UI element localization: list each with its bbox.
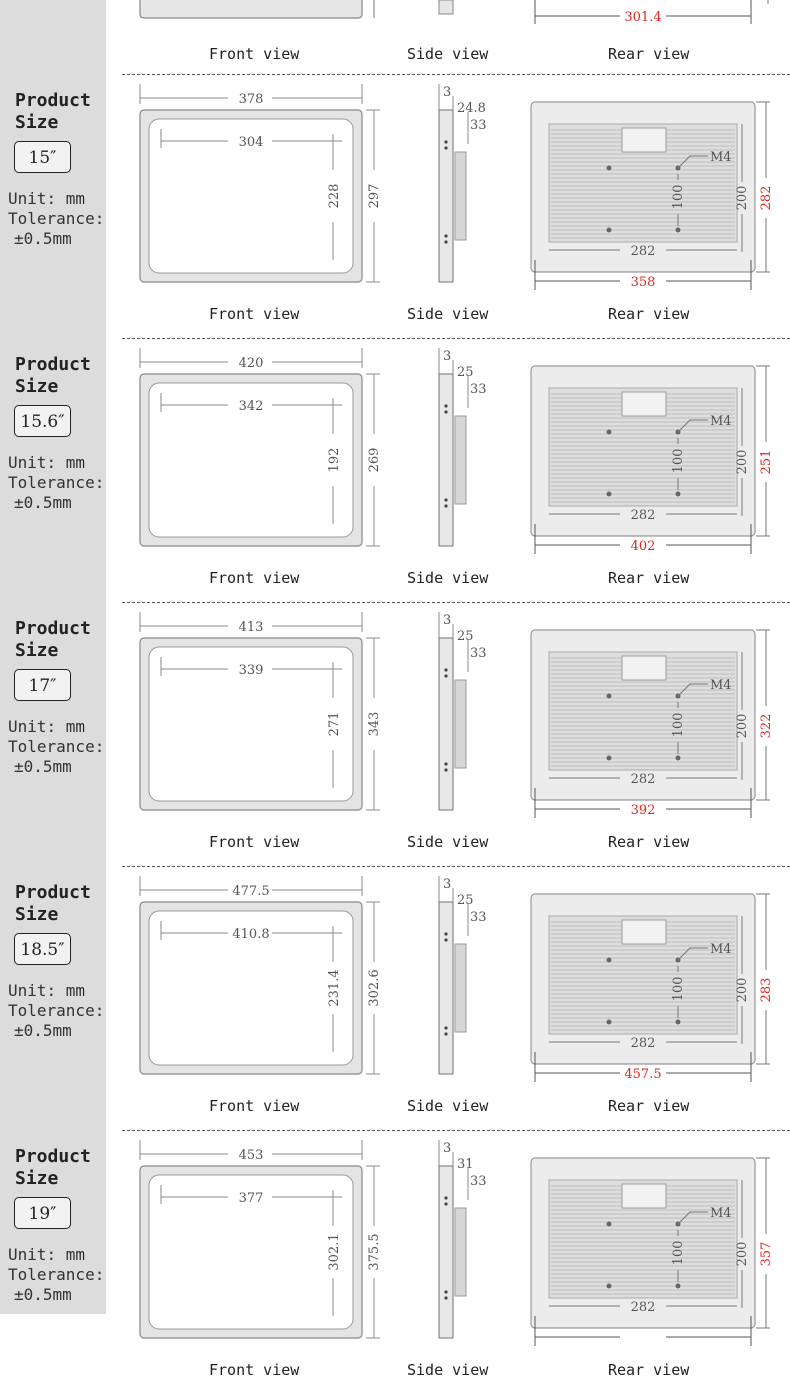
front-inner-height: 271: [327, 711, 342, 737]
rear-vesa-hole-icon: [676, 756, 681, 761]
front-inner-width: 304: [238, 135, 264, 150]
side-view-drawing: [439, 84, 487, 282]
rear-vesa-vertical: 100: [671, 976, 686, 1002]
side-thickness-c: 33: [470, 1174, 487, 1189]
front-inner-height: 302.1: [327, 1233, 342, 1271]
size-badge: 17″: [14, 669, 71, 701]
rear-m4-label: M4: [710, 1206, 732, 1221]
side-view-caption: Side view: [407, 569, 489, 587]
side-screw-icon: [444, 410, 447, 413]
side-panel-body: [439, 902, 453, 1074]
side-panel-body: [439, 110, 453, 282]
rear-vesa-hole-icon: [607, 228, 612, 233]
rear-vesa-hole-icon: [676, 492, 681, 497]
side-view-caption: Side view: [407, 1097, 489, 1115]
front-outer-height: 375.5: [367, 1233, 382, 1271]
side-thickness-c: 33: [470, 646, 487, 661]
side-screw-icon: [444, 1202, 447, 1205]
front-outer-width: 477.5: [232, 884, 270, 899]
size-label: Size: [15, 640, 59, 661]
front-outer-width: 453: [238, 1148, 264, 1163]
rear-width: 358: [630, 275, 656, 290]
rear-height: 357: [759, 1241, 774, 1267]
drawings: [0, 74, 790, 338]
side-screw-icon: [444, 768, 447, 771]
side-thickness-b: 25: [457, 629, 474, 644]
side-screw-icon: [444, 498, 447, 501]
side-thickness-c: 33: [470, 118, 487, 133]
size-label: Size: [15, 376, 59, 397]
side-thickness-c: 33: [470, 910, 487, 925]
side-screw-icon: [444, 240, 447, 243]
side-screw-icon: [444, 932, 447, 935]
rear-vesa-hole-icon: [607, 492, 612, 497]
unit-text: Unit: mm: [8, 981, 86, 1000]
side-screw-icon: [444, 146, 447, 149]
front-view-drawing: [140, 876, 382, 1074]
side-screw-icon: [444, 504, 447, 507]
rear-m4-label: M4: [710, 942, 732, 957]
side-panel-body: [439, 374, 453, 546]
rear-m4-label: M4: [710, 678, 732, 693]
front-view-drawing: [140, 84, 382, 282]
spec-section: [0, 74, 790, 338]
rear-vesa-hole-icon: [676, 1284, 681, 1289]
front-view-caption: Front view: [209, 1097, 300, 1115]
front-panel-edge: [140, 0, 362, 18]
side-thickness-b: 25: [457, 893, 474, 908]
front-view-caption: Front view: [209, 833, 300, 851]
rear-width: 457.5: [624, 1067, 662, 1082]
unit-text: Unit: mm: [8, 1245, 86, 1264]
drawings: [0, 338, 790, 602]
rear-height: 283: [759, 977, 774, 1003]
rear-view-caption: Rear view: [608, 1097, 690, 1115]
side-view-drawing: [439, 612, 487, 810]
front-view-drawing: [140, 1140, 382, 1338]
side-thickness-b: 31: [457, 1157, 474, 1172]
rear-vesa-hole-icon: [607, 756, 612, 761]
side-thickness-a: 3: [443, 349, 452, 364]
rear-bracket-height: 200: [735, 977, 750, 1003]
rear-view-drawing: [531, 366, 774, 554]
product-label: Product: [15, 90, 91, 111]
rear-width-label: 301.4: [624, 10, 662, 25]
front-view-caption: Front view: [209, 305, 300, 323]
side-screw-icon: [444, 404, 447, 407]
rear-view-drawing: [531, 894, 774, 1082]
side-thickness-a: 3: [443, 85, 452, 100]
size-badge: 15.6″: [14, 405, 71, 437]
side-heatsink: [455, 944, 466, 1032]
front-inner-width: 339: [238, 663, 264, 678]
side-screw-icon: [444, 1196, 447, 1199]
front-outer-width: 378: [238, 92, 264, 107]
rear-bracket-height: 200: [735, 185, 750, 211]
tolerance-value: ±0.5mm: [14, 1021, 72, 1040]
size-label: Size: [15, 1168, 59, 1189]
rear-view-caption: Rear view: [608, 833, 690, 851]
front-view-caption: Front view: [209, 1361, 300, 1379]
spec-section: [0, 338, 790, 602]
size-badge: 18.5″: [14, 933, 71, 965]
front-outer-height: 343: [367, 711, 382, 737]
tolerance-value: ±0.5mm: [14, 493, 72, 512]
unit-text: Unit: mm: [8, 453, 86, 472]
tolerance-value: ±0.5mm: [14, 229, 72, 248]
side-screw-icon: [444, 762, 447, 765]
product-label: Product: [15, 882, 91, 903]
side-view-caption: Side view: [407, 305, 489, 323]
front-outer-width: 413: [238, 620, 264, 635]
product-label: Product: [15, 618, 91, 639]
rear-vesa-hole-icon: [607, 1222, 612, 1227]
side-screw-icon: [444, 234, 447, 237]
rear-height: 282: [759, 185, 774, 211]
side-thickness-a: 3: [443, 877, 452, 892]
front-inner-height: 231.4: [327, 969, 342, 1007]
rear-vesa-hole-icon: [607, 694, 612, 699]
size-label: Size: [15, 112, 59, 133]
front-view-drawing: [140, 348, 382, 546]
front-inner-width: 410.8: [232, 927, 270, 942]
tolerance-value: ±0.5mm: [14, 757, 72, 776]
front-view-caption: Front view: [209, 45, 300, 63]
side-panel-body: [439, 1166, 453, 1338]
side-thickness-a: 3: [443, 1141, 452, 1156]
side-view-caption: Side view: [407, 45, 489, 63]
side-screw-icon: [444, 674, 447, 677]
rear-vesa-hole-icon: [607, 958, 612, 963]
rear-view-drawing: [531, 630, 774, 818]
rear-vesa-hole-icon: [607, 166, 612, 171]
side-panel-body: [439, 638, 453, 810]
side-view-drawing: [439, 348, 487, 546]
side-view-caption: Side view: [407, 1361, 489, 1379]
rear-connector-plate: [622, 920, 666, 944]
spec-section: [0, 1130, 790, 1394]
rear-vesa-hole-icon: [676, 1020, 681, 1025]
rear-connector-plate: [622, 392, 666, 416]
side-thickness-c: 33: [470, 382, 487, 397]
side-screw-icon: [444, 1290, 447, 1293]
product-label: Product: [15, 354, 91, 375]
rear-view-drawing: [531, 1158, 774, 1346]
side-thickness-b: 24.8: [457, 101, 486, 116]
rear-width: 402: [630, 539, 656, 554]
rear-m4-label: M4: [710, 414, 732, 429]
rear-vesa-hole-icon: [607, 1020, 612, 1025]
side-heatsink: [455, 680, 466, 768]
rear-bracket-width: 282: [630, 244, 656, 259]
rear-view-caption: Rear view: [608, 1361, 690, 1379]
side-screw-icon: [444, 140, 447, 143]
rear-vesa-hole-icon: [676, 228, 681, 233]
side-thickness-b: 25: [457, 365, 474, 380]
side-panel-edge: [439, 0, 453, 14]
rear-bracket-height: 200: [735, 449, 750, 475]
front-outer-height: 302.6: [367, 969, 382, 1007]
size-label: Size: [15, 904, 59, 925]
side-screw-icon: [444, 1026, 447, 1029]
side-view-drawing: [439, 876, 487, 1074]
front-inner-width: 377: [238, 1191, 264, 1206]
tolerance-text: Tolerance:: [8, 1001, 105, 1020]
rear-m4-label: M4: [710, 150, 732, 165]
unit-text: Unit: mm: [8, 189, 86, 208]
drawings: [0, 602, 790, 866]
side-screw-icon: [444, 1296, 447, 1299]
rear-connector-plate: [622, 656, 666, 680]
front-outer-height: 269: [367, 447, 382, 473]
side-view-drawing: [439, 1140, 487, 1338]
rear-vesa-hole-icon: [607, 1284, 612, 1289]
rear-vesa-vertical: 100: [671, 448, 686, 474]
front-outer-height: 297: [367, 183, 382, 209]
rear-connector-plate: [622, 1184, 666, 1208]
rear-vesa-vertical: 100: [671, 1240, 686, 1266]
rear-bracket-width: 282: [630, 508, 656, 523]
rear-bracket-width: 282: [630, 1036, 656, 1051]
rear-bracket-width: 282: [630, 772, 656, 787]
rear-vesa-hole-icon: [607, 430, 612, 435]
product-label: Product: [15, 1146, 91, 1167]
size-badge: 15″: [14, 141, 71, 173]
rear-view-drawing: [531, 102, 774, 290]
spec-section: [0, 602, 790, 866]
tolerance-text: Tolerance:: [8, 473, 105, 492]
tolerance-text: Tolerance:: [8, 737, 105, 756]
rear-view-caption: Rear view: [608, 45, 690, 63]
rear-height: 251: [759, 449, 774, 475]
unit-text: Unit: mm: [8, 717, 86, 736]
side-screw-icon: [444, 1032, 447, 1035]
rear-vesa-vertical: 100: [671, 712, 686, 738]
side-heatsink: [455, 1208, 466, 1296]
drawings: [0, 1130, 790, 1394]
rear-connector-plate: [622, 128, 666, 152]
spec-section-top: [0, 0, 790, 74]
rear-view-caption: Rear view: [608, 305, 690, 323]
side-heatsink: [455, 152, 466, 240]
front-inner-height: 192: [327, 447, 342, 473]
spec-section: [0, 866, 790, 1130]
rear-height: 322: [759, 713, 774, 739]
size-badge: 19″: [14, 1197, 71, 1229]
side-view-caption: Side view: [407, 833, 489, 851]
rear-view-caption: Rear view: [608, 569, 690, 587]
rear-width: 392: [630, 803, 656, 818]
side-screw-icon: [444, 668, 447, 671]
front-outer-width: 420: [238, 356, 264, 371]
side-screw-icon: [444, 938, 447, 941]
tolerance-text: Tolerance:: [8, 1265, 105, 1284]
front-view-drawing: [140, 612, 382, 810]
front-view-caption: Front view: [209, 569, 300, 587]
rear-bracket-height: 200: [735, 1241, 750, 1267]
rear-bracket-height: 200: [735, 713, 750, 739]
tolerance-text: Tolerance:: [8, 209, 105, 228]
tolerance-value: ±0.5mm: [14, 1285, 72, 1304]
drawings: [0, 866, 790, 1130]
side-thickness-a: 3: [443, 613, 452, 628]
rear-bracket-width: 282: [630, 1300, 656, 1315]
side-heatsink: [455, 416, 466, 504]
front-inner-height: 228: [327, 183, 342, 209]
rear-vesa-vertical: 100: [671, 184, 686, 210]
front-inner-width: 342: [238, 399, 264, 414]
